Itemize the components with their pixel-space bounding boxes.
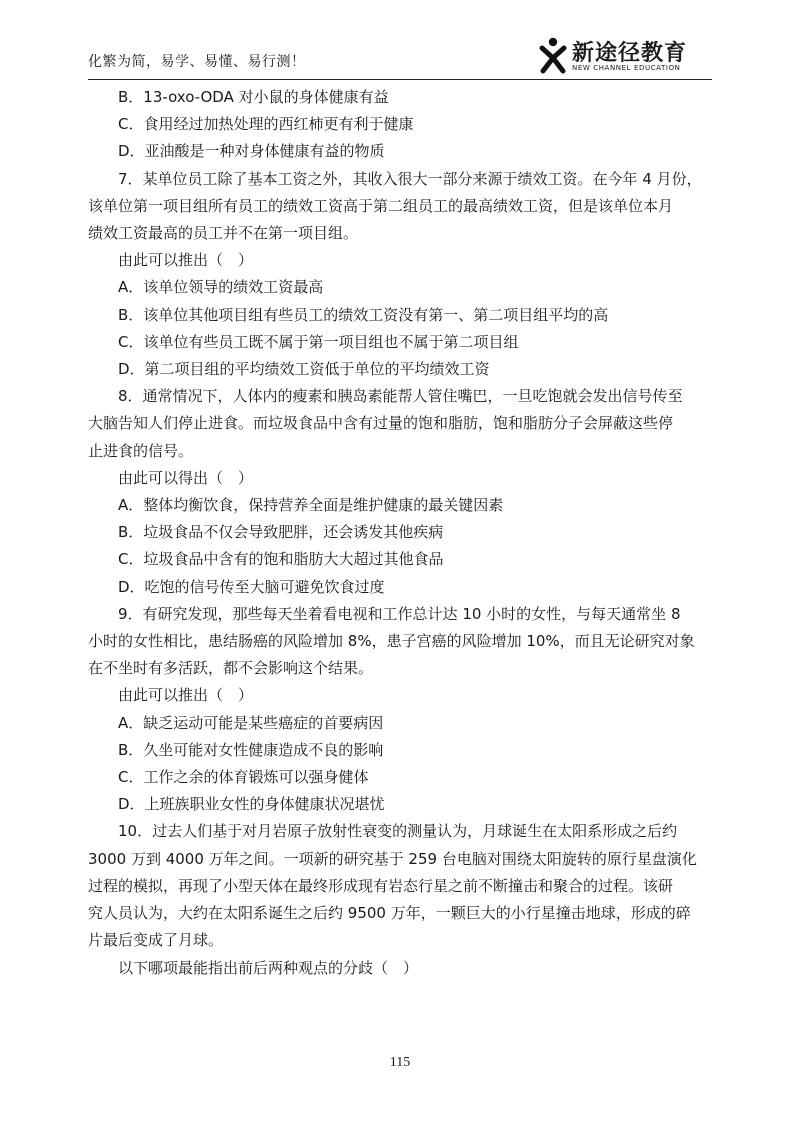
text-line: C．食用经过加热处理的西红柿更有利于健康	[118, 115, 414, 134]
text-line: 以下哪项最能指出前后两种观点的分歧（ ）	[118, 958, 419, 977]
text-line: 该单位第一项目组所有员工的绩效工资高于第二组员工的最高绩效工资，但是该单位本月	[88, 196, 674, 215]
text-line: D．第二项目组的平均绩效工资低于单位的平均绩效工资	[118, 360, 490, 379]
text-line: B．该单位其他项目组有些员工的绩效工资没有第一、第二项目组平均的高	[118, 305, 609, 324]
text-line: 7．某单位员工除了基本工资之外，其收入很大一部分来源于绩效工资。在今年 4 月份，	[118, 169, 702, 188]
logo-text-cn: 新途径教育	[572, 41, 688, 66]
header-slogan: 化繁为简，易学、易懂、易行测！	[88, 54, 306, 70]
page-number: 115	[389, 1055, 411, 1070]
text-line: D．上班族职业女性的身体健康状况堪忧	[118, 795, 385, 814]
text-line: 在不坐时有多活跃，都不会影响这个结果。	[88, 659, 374, 678]
header-divider	[88, 79, 712, 80]
x-figure-logo-icon	[538, 36, 568, 74]
text-line: B．久坐可能对女性健康造成不良的影响	[118, 740, 384, 759]
question-content	[88, 84, 712, 982]
text-line: 过程的模拟，再现了小型天体在最终形成现有岩态行星之前不断撞击和聚合的过程。该研	[88, 876, 674, 895]
text-line: C．垃圾食品中含有的饱和脂肪大大超过其他食品	[118, 550, 444, 569]
logo-text-en: NEW CHANNEL EDUCATION	[572, 64, 681, 72]
text-line: 8．通常情况下，人体内的瘦素和胰岛素能帮人管住嘴巴，一旦吃饱就会发出信号传至	[118, 387, 683, 406]
text-line: A．该单位领导的绩效工资最高	[118, 278, 324, 297]
text-line: A．整体均衡饮食，保持营养全面是维护健康的最关键因素	[118, 496, 504, 515]
text-line: 由此可以推出（ ）	[118, 686, 254, 705]
brand-logo	[538, 36, 710, 78]
text-line: D．吃饱的信号传至大脑可避免饮食过度	[118, 577, 385, 596]
text-line: 大脑告知人们停止进食。而垃圾食品中含有过量的饱和脂肪，饱和脂肪分子会屏蔽这些停	[88, 414, 674, 433]
text-line: C．该单位有些员工既不属于第一项目组也不属于第二项目组	[118, 332, 519, 351]
text-line: 9．有研究发现，那些每天坐着看电视和工作总计达 10 小时的女性，与每天通常坐 8	[118, 604, 681, 623]
text-line: B．13-oxo-ODA 对小鼠的身体健康有益	[118, 88, 389, 106]
text-line: B．垃圾食品不仅会导致肥胖，还会诱发其他疾病	[118, 523, 444, 542]
text-line: 片最后变成了月球。	[88, 931, 224, 950]
text-line: 究人员认为，大约在太阳系诞生之后约 9500 万年，一颗巨大的小行星撞击地球，形成的碎	[88, 904, 691, 923]
text-line: 10．过去人们基于对月岩原子放射性衰变的测量认为，月球诞生在太阳系形成之后约	[118, 822, 678, 841]
text-line: 小时的女性相比，患结肠癌的风险增加 8%，患子宫癌的风险增加 10%，而且无论研究对象	[88, 632, 695, 651]
text-line: 绩效工资最高的员工并不在第一项目组。	[88, 224, 359, 243]
text-line: A．缺乏运动可能是某些癌症的首要病因	[118, 713, 384, 732]
text-line: 由此可以推出（ ）	[118, 251, 254, 270]
page-header	[88, 30, 712, 82]
text-line: 止进食的信号。	[88, 441, 194, 460]
text-line: 3000 万到 4000 万年之间。一项新的研究基于 259 台电脑对围绕太阳旋转的原行星盘演化	[88, 849, 697, 868]
text-line: D．亚油酸是一种对身体健康有益的物质	[118, 142, 385, 161]
text-line: C．工作之余的体育锻炼可以强身健体	[118, 768, 369, 787]
text-line: 由此可以得出（ ）	[118, 468, 254, 487]
